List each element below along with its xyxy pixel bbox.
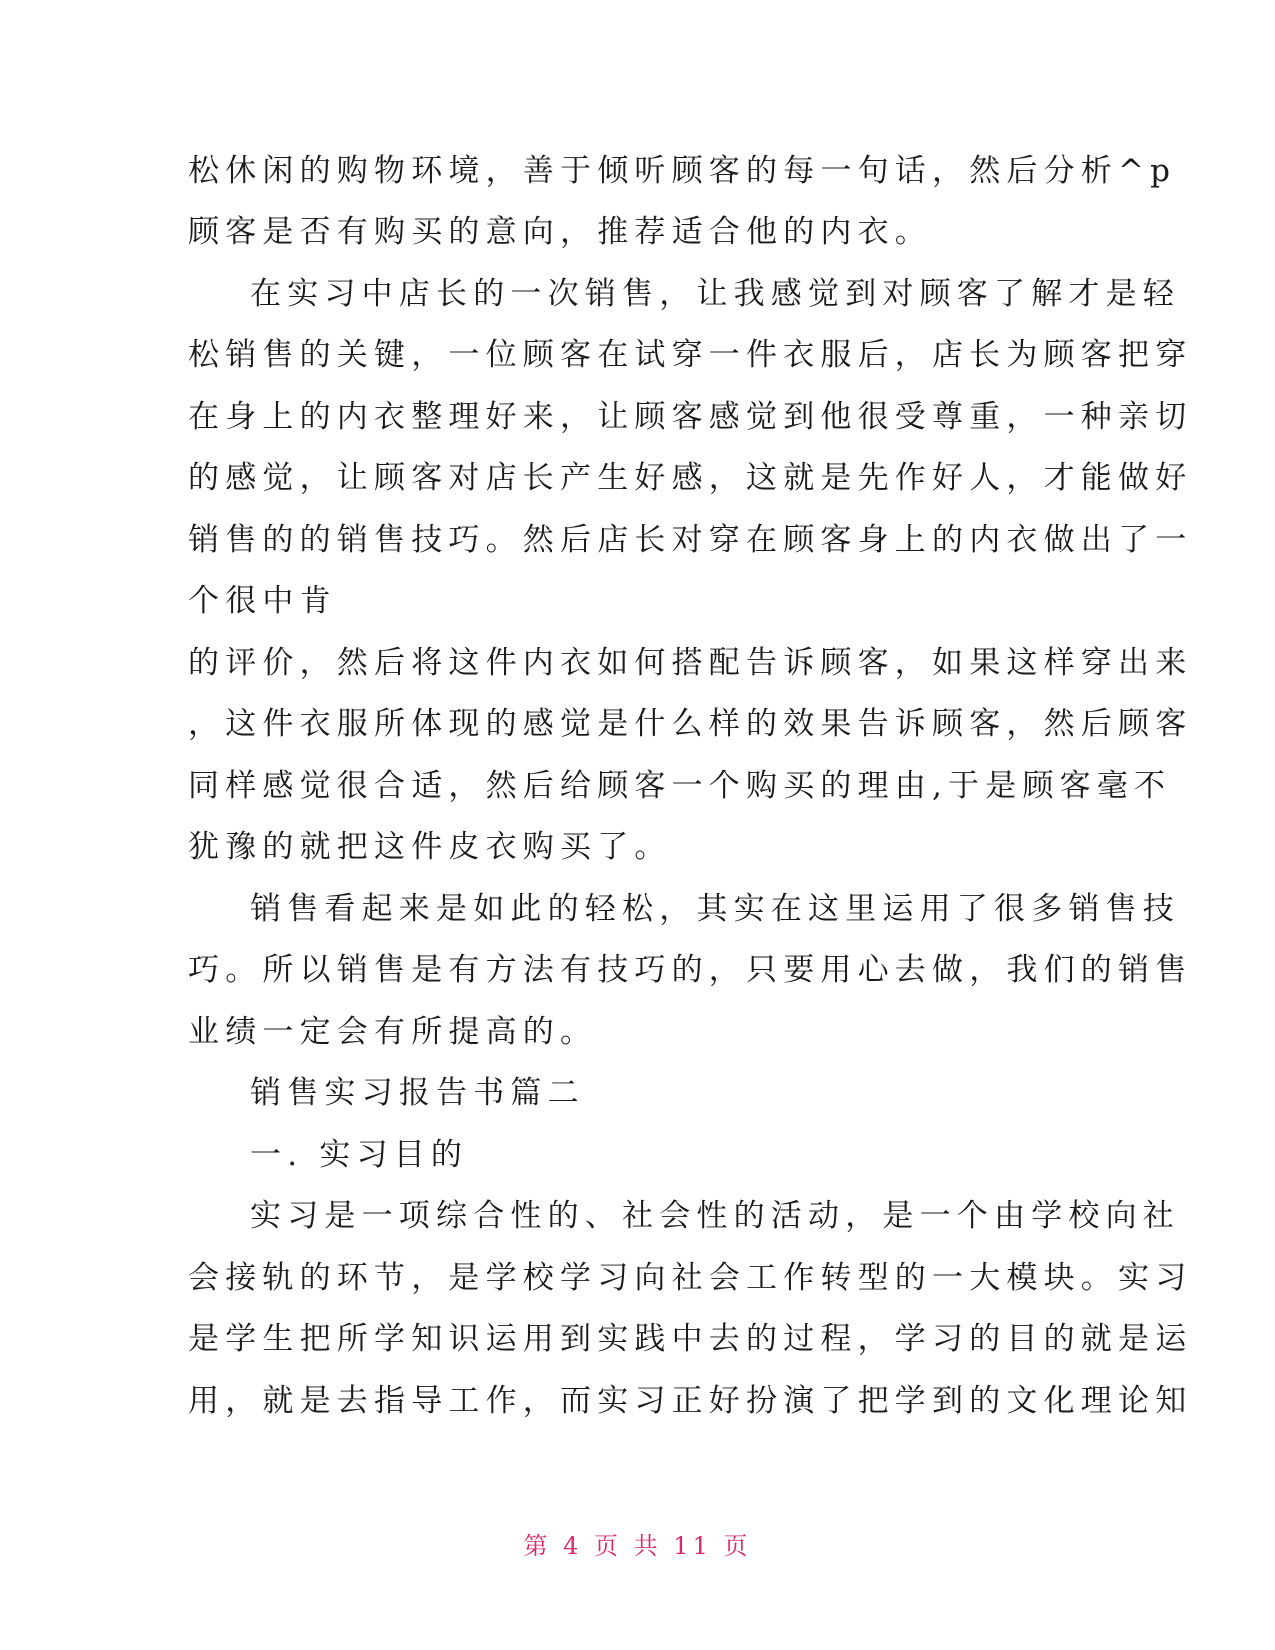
text-line-19: 会接轨的环节，是学校学习向社会工作转型的一大模块。实习 bbox=[188, 1260, 1193, 1296]
text-line-15: 业绩一定会有所提高的。 bbox=[188, 1014, 598, 1050]
text-line-11: 同样感觉很合适，然后给顾客一个购买的理由,于是顾客毫不 bbox=[188, 768, 1172, 804]
text-line-2: 顾客是否有购买的意向，推荐适合他的内衣。 bbox=[188, 214, 932, 250]
text-line-6: 的感觉，让顾客对店长产生好感，这就是先作好人，才能做好 bbox=[188, 460, 1193, 496]
text-line-7: 销售的的销售技巧。然后店长对穿在顾客身上的内衣做出了一 bbox=[188, 522, 1193, 558]
text-line-3: 在实习中店长的一次销售，让我感觉到对顾客了解才是轻 bbox=[250, 276, 1180, 312]
subsection-heading: 一. 实习目的 bbox=[250, 1137, 469, 1173]
text-line-12: 犹豫的就把这件皮衣购买了。 bbox=[188, 829, 672, 865]
text-line-10: ，这件衣服所体现的感觉是什么样的效果告诉顾客，然后顾客 bbox=[188, 706, 1193, 742]
text-line-13: 销售看起来是如此的轻松，其实在这里运用了很多销售技 bbox=[250, 891, 1180, 927]
text-line-20: 是学生把所学知识运用到实践中去的过程，学习的目的就是运 bbox=[188, 1321, 1193, 1357]
text-line-18: 实习是一项综合性的、社会性的活动，是一个由学校向社 bbox=[250, 1198, 1180, 1234]
text-line-14: 巧。所以销售是有方法有技巧的，只要用心去做，我们的销售 bbox=[188, 952, 1193, 988]
text-line-8: 个很中肯 bbox=[188, 583, 337, 619]
text-line-4: 松销售的关键，一位顾客在试穿一件衣服后，店长为顾客把穿 bbox=[188, 337, 1193, 373]
page-footer: 第 4 页 共 11 页 bbox=[523, 1532, 752, 1560]
section-heading: 销售实习报告书篇二 bbox=[250, 1075, 585, 1111]
text-line-21: 用，就是去指导工作，而实习正好扮演了把学到的文化理论知 bbox=[188, 1383, 1193, 1419]
text-line-1: 松休闲的购物环境，善于倾听顾客的每一句话，然后分析^p bbox=[188, 153, 1177, 189]
text-line-5: 在身上的内衣整理好来，让顾客感觉到他很受尊重，一种亲切 bbox=[188, 399, 1193, 435]
text-line-9: 的评价，然后将这件内衣如何搭配告诉顾客，如果这样穿出来 bbox=[188, 645, 1193, 681]
